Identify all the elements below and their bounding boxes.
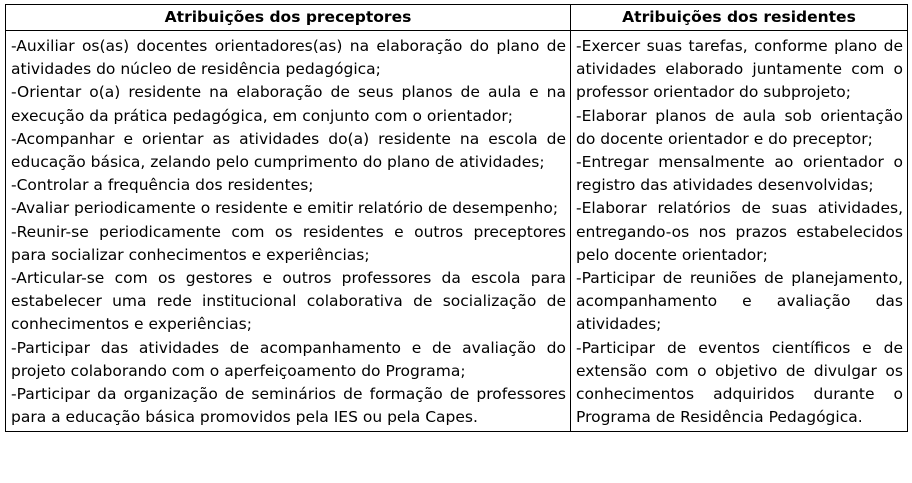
- header-residentes: Atribuições dos residentes: [571, 5, 908, 31]
- preceptor-item: -Controlar a frequência dos residentes;: [11, 176, 314, 195]
- residente-item: -Elaborar planos de aula sob orientação do docente orientador e do preceptor;: [576, 106, 903, 148]
- residentes-cell: [571, 31, 908, 432]
- preceptor-item: -Auxiliar os(as) docentes orientadores(as) na elaboração do plano de atividades do núcleo de residência pedagógica;: [11, 37, 566, 79]
- content-row: [6, 31, 908, 432]
- residente-item: -Participar de eventos científicos e de extensão com o objetivo de divulgar os conhecimentos adquiridos durante o Programa de Residência Pedagógica.: [576, 338, 903, 427]
- preceptor-item: -Articular-se com os gestores e outros professores da escola para estabelecer uma rede institucional colaborativa de socialização de conhecimentos e experiências;: [11, 269, 566, 334]
- preceptor-item: -Acompanhar e orientar as atividades do(a) residente na escola de educação básica, zelando pelo cumprimento do plano de atividades;: [11, 129, 566, 172]
- residente-item: -Exercer suas tarefas, conforme plano de atividades elaborado juntamente com o professor orientador do subprojeto;: [576, 37, 903, 102]
- preceptor-item: -Orientar o(a) residente na elaboração de seus planos de aula e na execução da prática pedagógica, em conjunto com o orientador;: [11, 83, 566, 125]
- preceptor-item: -Participar das atividades de acompanhamento e de avaliação do projeto colaborando com o aperfeiçoamento do Programa;: [11, 338, 566, 380]
- preceptor-item: -Participar da organização de seminários de formação de professores para a educação básica promovidos pela IES ou pela Capes.: [11, 385, 566, 427]
- preceptor-item: -Reunir-se periodicamente com os residentes e outros preceptores para socializar conhecimentos e experiências;: [11, 222, 566, 264]
- residente-item: -Entregar mensalmente ao orientador o registro das atividades desenvolvidas;: [576, 153, 903, 195]
- preceptores-cell: [6, 31, 571, 432]
- residente-item: -Elaborar relatórios de suas atividades, entregando-os nos prazos estabelecidos pelo docente orientador;: [576, 199, 903, 264]
- residente-item: -Participar de reuniões de planejamento, acompanhamento e avaliação das atividades;: [576, 269, 903, 334]
- header-preceptores: Atribuições dos preceptores: [6, 5, 571, 31]
- attributions-table: [5, 4, 908, 432]
- preceptor-item: -Avaliar periodicamente o residente e emitir relatório de desempenho;: [11, 199, 559, 218]
- header-row: [6, 5, 908, 31]
